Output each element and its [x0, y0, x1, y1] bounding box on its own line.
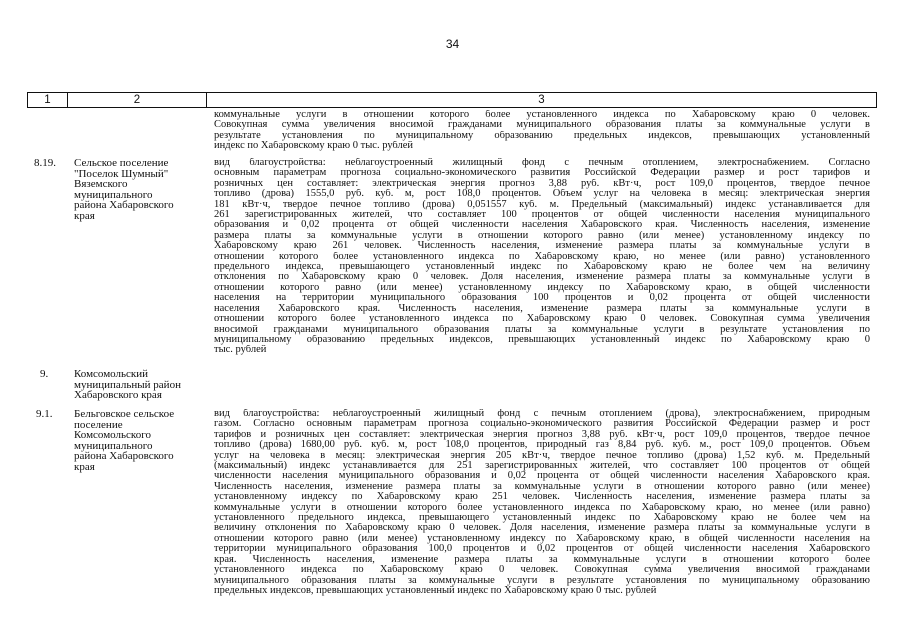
continuation-line: коммунальные услуги в отношении которого более установленного индекса по Хабаровскому краю 0 человек. [214, 110, 870, 120]
description-line: муниципальному образованию предельных индексов, превышающих установленный индекс по Хабаровскому краю 0 [214, 334, 870, 345]
description-line: тарифов и розничных цен составляет: электрическая энергия прогноз 3,88 руб. кВт·ч, рост 109,0 процентов, твердое печное [214, 429, 870, 440]
description-line: топливо (дрова) 1680,00 руб. куб. м, рост 108,0 процентов, природный газ 8,84 руб. куб. м., рост 109,0 процентов. Объем [214, 440, 870, 451]
name-line: Комсомольского [74, 429, 151, 442]
description-line: предельного индекса, превышающего установленный индекс по Хабаровскому краю не более чем на величину [214, 262, 870, 273]
row-municipality-name [74, 158, 202, 222]
description-line: образования и 0,02 процента от общей численности населения Хабаровского края. Численность населения, изменение [214, 220, 870, 231]
description-line: установленного предельного индекса, превышающего установленный индекс по Хабаровскому краю не более чем на [214, 513, 870, 524]
name-line: Вяземского [74, 178, 128, 191]
description-line: величину отклонения по Хабаровскому краю 0 человек. Доля населения, изменение размера платы за коммунальные услуги в [214, 523, 870, 534]
description-line: размера платы за коммунальные услуги в отношении которого равно (или менее) установленному индексу по [214, 230, 870, 241]
description-line: коммунальные услуги в отношении которого более установленного индекса по Хабаровскому краю, но менее (или равно) [214, 502, 870, 513]
row-number: 9.1. [36, 408, 53, 420]
description-line: территории муниципального образования 100,0 процентов и 0,02 процентов от общей численности населения Хабаровского [214, 544, 870, 555]
name-line: Хабаровского края [74, 389, 162, 402]
name-line: поселение [74, 418, 123, 431]
description-line: Численность населения, изменение размера платы за коммунальные услуги в отношении которого равно (или менее) [214, 481, 870, 492]
table-header-row [27, 92, 877, 108]
name-line: Комсомольский [74, 368, 149, 380]
row-municipality-name [74, 369, 202, 401]
description-line: населения на территории муниципального образования 100 процентов и 0,02 процента от общей численности [214, 293, 870, 304]
name-line: муниципального [74, 439, 153, 452]
description-line: установленному индексу по Хабаровскому краю 251 человек. Численность населения, изменение размера платы за [214, 492, 870, 503]
description-line: предельных индексов, превышающих установленный индекс по Хабаровскому краю 0 тыс. рублей [214, 585, 657, 596]
description-line: вносимой гражданами муниципального образования платы за коммунальные услуги в результате установления по [214, 324, 870, 335]
name-line: края [74, 209, 95, 222]
description-line: края. Численность населения, изменение размера платы за коммунальные услуги в отношении которого более [214, 554, 870, 565]
row-municipality-name [74, 409, 202, 473]
description-line: вид благоустройства: неблагоустроенный жилищный фонд с печным отоплением, электроснабжением. Согласно [214, 158, 870, 168]
description-line: (максимальный) индекс устанавливается для 251 зарегистрированных жителей, что составляет 100 процентов от общей [214, 461, 870, 472]
name-line: "Поселок Шумный" [74, 167, 169, 180]
continuation-line: индекс по Хабаровскому краю 0 тыс. рублей [214, 141, 414, 152]
name-line: муниципального [74, 188, 153, 201]
description-line: Хабаровскому краю 261 человек. Численность населения, изменение размера платы за коммунальные услуги в [214, 241, 870, 252]
table-header-col3: 3 [538, 94, 545, 106]
row-description [214, 409, 870, 596]
description-line: услуг на человека в месяц: электрическая энергия 205 кВт·ч, твердое печное топливо (дрова) 1,52 куб. м. Предельный [214, 450, 870, 461]
name-line: района Хабаровского [74, 450, 174, 463]
description-line: 181 кВт·ч, твердое печное топливо (дрова) 0,051557 куб. м. Предельный (максимальный) индекс устанавливается для [214, 199, 870, 210]
continuation-line: результате установления по муниципальному образованию предельных индексов, превышающих установленный [214, 130, 870, 141]
continuation-line: Совокупная сумма увеличения вносимой гражданами муниципального образования платы за коммунальные услуги в [214, 120, 870, 131]
description-line: топливо (дрова) 1555,0 руб. куб. м, рост 108,0 процентов. Объем услуг на человека в месяц: электрическая энергия [214, 189, 870, 200]
description-line: населения Хабаровского края. Численность населения, изменение размера платы за коммунальные услуги в [214, 303, 870, 314]
name-line: муниципальный район [74, 378, 181, 391]
description-line: газом. Согласно основным параметрам прогноза социально-экономического развития Российской Федерации размер и рост [214, 419, 870, 430]
description-line: отношении которого более установленного индекса по Хабаровскому краю 0 человек. Совокупная сумма увеличения [214, 314, 870, 325]
name-line: района Хабаровского [74, 199, 174, 212]
continuation-paragraph [214, 110, 870, 152]
description-line: муниципального образования платы за коммунальные услуги в результате установления по муниципальному образованию [214, 575, 870, 586]
row-description [214, 158, 870, 356]
name-line: Сельское поселение [74, 157, 169, 169]
description-line: 261 зарегистрированных жителей, что составляет 100 процентов от общей численности населения муниципального [214, 210, 870, 221]
description-line: основным параметрам прогноза социально-экономического развития Российской Федерации размер и рост тарифов и [214, 168, 870, 179]
description-line: отношении которого равно (или менее) установленному индексу по Хабаровскому краю, в общей численности [214, 282, 870, 293]
description-line: численности населения муниципального образования и 0,02 процента от общей численности населения Хабаровского края. [214, 471, 870, 482]
name-line: Бельговское сельское [74, 408, 175, 420]
table-header-col2: 2 [68, 93, 207, 107]
description-line: отклонения по Хабаровскому краю 0 человек. Доля населения, изменение размера платы за коммунальные услуги в [214, 272, 870, 283]
row-number: 8.19. [34, 157, 56, 169]
description-line: вид благоустройства: неблагоустроенный жилищный фонд с печным отоплением (дрова), электроснабжением, природным [214, 409, 870, 419]
description-line: тыс. рублей [214, 345, 267, 356]
name-line: края [74, 460, 95, 473]
description-line: отношении которого более установленного индекса по Хабаровскому краю, но менее (или равно) установленного [214, 251, 870, 262]
description-line: розничных цен составляет: электрическая энергия прогноз 3,88 руб. кВт·ч, рост 109,0 процентов, твердое печное [214, 178, 870, 189]
row-number: 9. [40, 368, 49, 380]
description-line: установленного индекса по Хабаровскому краю 0 человек. Совокупная сумма увеличения вносимой гражданами [214, 565, 870, 576]
description-line: отношении которого равно (или менее) установленному индексу по Хабаровскому краю, в общей численности населения на [214, 533, 870, 544]
page-number: 34 [445, 37, 460, 51]
table-header-col1: 1 [28, 93, 68, 107]
